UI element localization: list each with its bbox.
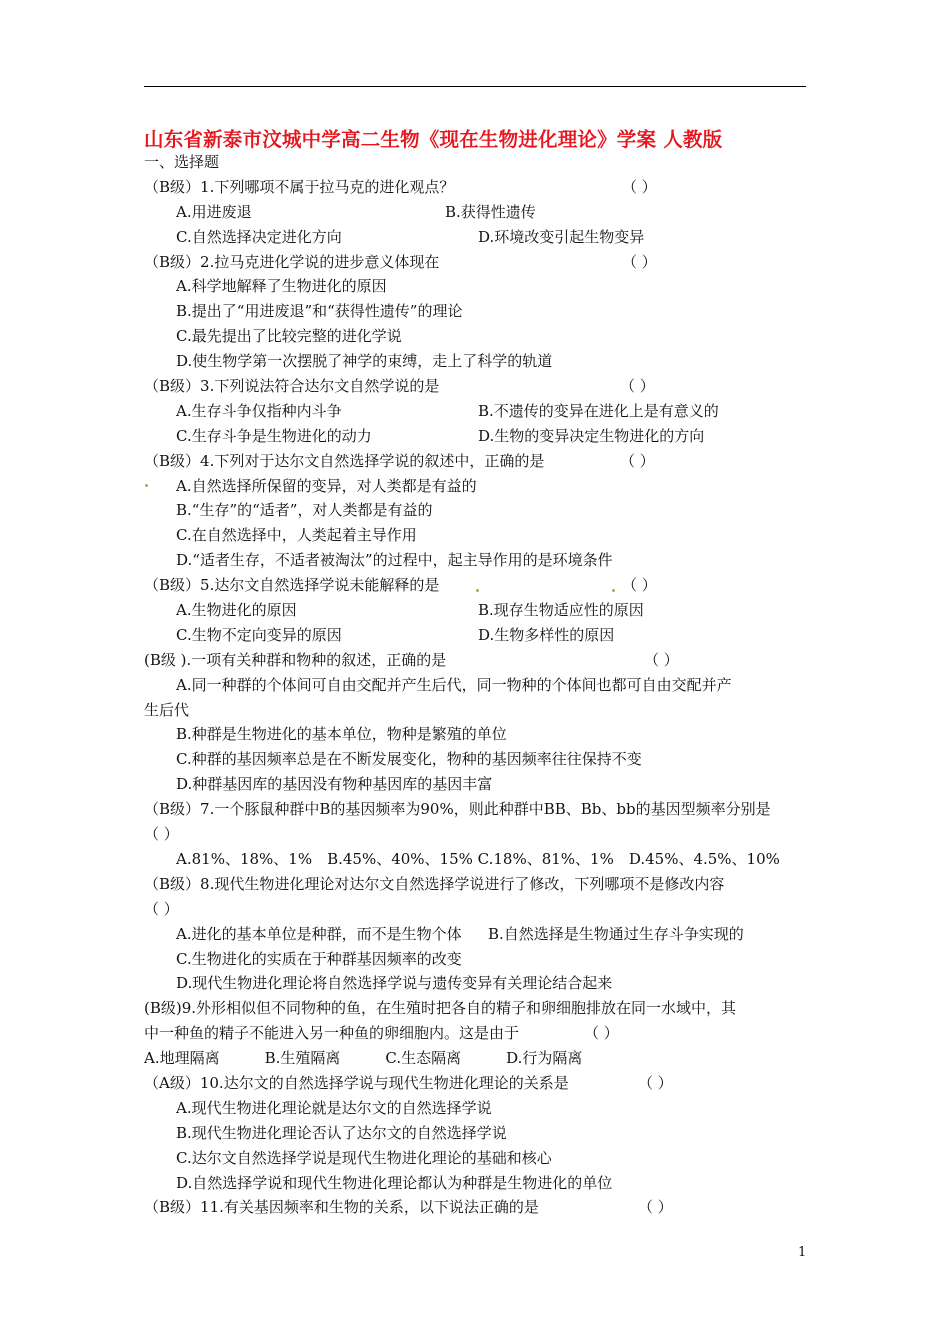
option-d: D.现代生物进化理论将自然选择学说与遗传变异有关理论结合起来 [176, 974, 613, 993]
option-a-continued: 生后代 [144, 700, 190, 719]
question-stem: （B级）2.拉马克进化学说的进步意义体现在 [144, 252, 440, 271]
option-a: A.现代生物进化理论就是达尔文的自然选择学说 [176, 1098, 492, 1117]
question-stem: (B级 ).一项有关种群和物种的叙述，正确的是 [144, 650, 447, 669]
question-5-options-row-2 [144, 623, 808, 648]
question-list [144, 150, 808, 1220]
option-a: A.用进废退 [176, 202, 252, 221]
question-11 [144, 1195, 808, 1220]
option-d: D.生物的变异决定生物进化的方向 [478, 426, 705, 445]
option-b: B.不遗传的变异在进化上是有意义的 [478, 401, 719, 420]
option-b: B.自然选择是生物通过生存斗争实现的 [488, 924, 744, 943]
answer-parentheses: （ ） [584, 1024, 619, 1043]
question-1-options-row-1 [144, 200, 808, 225]
option-a: A.同一种群的个体间可自由交配并产生后代，同一物种的个体间也都可自由交配并产 [176, 675, 732, 694]
scan-speck [145, 484, 148, 487]
question-9: (B级)9.外形相似但不同物种的鱼，在生殖时把各自的精子和卵细胞排放在同一水域中，其 [144, 999, 737, 1018]
option-a: A.自然选择所保留的变异，对人类都是有益的 [176, 476, 477, 495]
page-number: 1 [798, 1245, 807, 1260]
option-d: D.种群基因库的基因没有物种基因库的基因丰富 [176, 775, 493, 794]
question-8-options-row-1 [144, 922, 808, 947]
option-d: D.自然选择学说和现代生物进化理论都认为种群是生物进化的单位 [176, 1173, 613, 1192]
scan-speck [612, 589, 615, 592]
question-stem: （A级）10.达尔文的自然选择学说与现代生物进化理论的关系是 [144, 1073, 569, 1092]
option-b: B.获得性遗传 [445, 202, 536, 221]
question-stem: （B级）5.达尔文自然选择学说未能解释的是 [144, 576, 440, 595]
option-d: D.环境改变引起生物变异 [478, 227, 645, 246]
question-4 [144, 449, 808, 474]
answer-parentheses: （ ） [622, 576, 657, 595]
option-c: C.生物进化的实质在于种群基因频率的改变 [176, 949, 462, 968]
option-a: A.生物进化的原因 [176, 601, 297, 620]
question-5-options-row-1 [144, 598, 808, 623]
answer-parentheses: （ ） [644, 650, 679, 669]
document-title: 山东省新泰市汶城中学高二生物《现在生物进化理论》学案 人教版 [144, 128, 723, 151]
question-7 [144, 797, 808, 822]
question-10 [144, 1071, 808, 1096]
question-stem: （B级）1.下列哪项不属于拉马克的进化观点？ [144, 177, 455, 196]
option-a: A.科学地解释了生物进化的原因 [176, 277, 387, 296]
question-3-options-row-2 [144, 424, 808, 449]
question-9-options: A.地理隔离 B.生殖隔离 C.生态隔离 D.行为隔离 [144, 1049, 583, 1068]
option-c: C.最先提出了比较完整的进化学说 [176, 327, 402, 346]
answer-parentheses: （ ） [622, 252, 657, 271]
answer-parentheses: （ ） [144, 899, 179, 918]
question-1-options-row-2 [144, 225, 808, 250]
option-d: D.使生物学第一次摆脱了神学的束缚，走上了科学的轨道 [176, 352, 553, 371]
question-stem: （B级）7.一个豚鼠种群中B的基因频率为90%，则此种群中BB、Bb、bb的基因型频率分别是 [144, 800, 771, 819]
question-6 [144, 648, 808, 673]
scan-speck [476, 589, 479, 592]
answer-parentheses: （ ） [638, 1198, 673, 1217]
question-7-options: A.81%、18%、1% B.45%、40%、15% C.18%、81%、1% D.45%、4.5%、10% [176, 849, 780, 868]
question-stem: （B级）8.现代生物进化理论对达尔文自然选择学说进行了修改，下列哪项不是修改内容 [144, 874, 725, 893]
question-9-continued [144, 1021, 808, 1046]
option-b: B.提出了“用进废退”和“获得性遗传”的理论 [176, 302, 463, 321]
question-5 [144, 573, 808, 598]
option-a: A.进化的基本单位是种群，而不是生物个体 [176, 924, 462, 943]
option-d: D.“适者生存，不适者被淘汰”的过程中，起主导作用的是环境条件 [176, 551, 613, 570]
answer-parentheses: （ ） [620, 377, 655, 396]
header-rule [144, 86, 806, 87]
question-stem: （B级）4.下列对于达尔文自然选择学说的叙述中，正确的是 [144, 451, 545, 470]
section-heading: 一、选择题 [144, 153, 220, 171]
question-3 [144, 374, 808, 399]
option-c: C.生存斗争是生物进化的动力 [176, 426, 372, 445]
option-b: B.“生存”的“适者”，对人类都是有益的 [176, 501, 433, 520]
option-d: D.生物多样性的原因 [478, 625, 615, 644]
question-stem: 中一种鱼的精子不能进入另一种鱼的卵细胞内。这是由于 [144, 1024, 520, 1043]
answer-parentheses: （ ） [620, 451, 655, 470]
answer-parentheses: （ ） [638, 1073, 673, 1092]
option-b: B.种群是生物进化的基本单位，物种是繁殖的单位 [176, 725, 507, 744]
question-stem: （B级）11.有关基因频率和生物的关系，以下说法正确的是 [144, 1198, 539, 1217]
option-b: B.现代生物进化理论否认了达尔文的自然选择学说 [176, 1123, 507, 1142]
option-c: C.种群的基因频率总是在不断发展变化，物种的基因频率往往保持不变 [176, 750, 642, 769]
option-c: C.在自然选择中，人类起着主导作用 [176, 526, 417, 545]
question-stem: （B级）3.下列说法符合达尔文自然学说的是 [144, 377, 440, 396]
option-c: C.自然选择决定进化方向 [176, 227, 342, 246]
question-1 [144, 175, 808, 200]
question-8 [144, 872, 808, 897]
answer-parentheses: （ ） [622, 177, 657, 196]
question-2 [144, 250, 808, 275]
option-a: A.生存斗争仅指种内斗争 [176, 401, 342, 420]
option-b: B.现存生物适应性的原因 [478, 601, 644, 620]
question-3-options-row-1 [144, 399, 808, 424]
option-c: C.生物不定向变异的原因 [176, 625, 342, 644]
answer-parentheses: （ ） [144, 825, 179, 844]
option-c: C.达尔文自然选择学说是现代生物进化理论的基础和核心 [176, 1148, 552, 1167]
